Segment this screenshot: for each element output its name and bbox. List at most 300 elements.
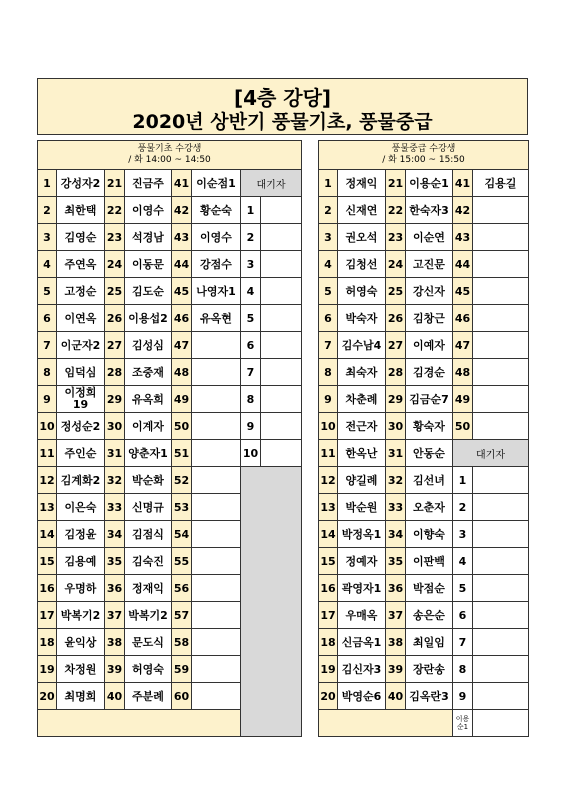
table-row [319,683,529,710]
student-name: 허영숙 [338,278,386,305]
student-name: 이용순1 [406,170,453,197]
waitlist-number: 6 [453,602,473,629]
row-number: 33 [386,494,406,521]
row-number: 30 [386,413,406,440]
student-name: 김정윤 [57,521,105,548]
row-number: 5 [319,278,338,305]
waitlist-name [473,629,529,656]
row-number: 39 [386,656,406,683]
student-name: 박순화 [125,467,172,494]
row-number: 53 [172,494,192,521]
student-name: 정재익 [125,575,172,602]
table-row [319,197,529,224]
student-name: 한옥난 [338,440,386,467]
student-name: 최숙자 [338,359,386,386]
student-name: 허영숙 [125,656,172,683]
row-number: 40 [386,683,406,710]
waitlist-number: 8 [241,386,261,413]
student-name: 이계자 [125,413,172,440]
waitlist-name [261,359,302,386]
row-number: 13 [38,494,57,521]
row-number: 3 [319,224,338,251]
table-row [319,251,529,278]
student-name [192,656,241,683]
waitlist-name [261,224,302,251]
row-number: 18 [319,629,338,656]
row-number: 37 [105,602,125,629]
row-number: 47 [453,332,473,359]
row-number: 51 [172,440,192,467]
row-number: 4 [38,251,57,278]
waitlist-number: 1 [453,467,473,494]
student-name: 박복기2 [125,602,172,629]
row-number: 29 [105,386,125,413]
row-number: 3 [38,224,57,251]
student-name: 전근자 [338,413,386,440]
student-name: 이영수 [192,224,241,251]
row-number: 34 [386,521,406,548]
table-row [319,278,529,305]
student-name: 유옥현 [192,305,241,332]
table-row [319,602,529,629]
row-number: 31 [105,440,125,467]
student-name [192,521,241,548]
student-name: 오춘자 [406,494,453,521]
row-number: 1 [38,170,57,197]
student-name: 진금주 [125,170,172,197]
row-number: 15 [319,548,338,575]
row-number: 23 [386,224,406,251]
waitlist-number: 2 [453,494,473,521]
row-number: 2 [38,197,57,224]
beginner-roster-table [37,140,302,737]
waitlist-number: 8 [453,656,473,683]
roster-header [319,141,529,170]
row-number: 19 [319,656,338,683]
waitlist-name [261,440,302,467]
student-name: 김선녀 [406,467,453,494]
table-row [319,548,529,575]
row-number: 5 [38,278,57,305]
title-box [37,78,528,135]
row-number: 7 [319,332,338,359]
row-number: 38 [105,629,125,656]
student-name: 이정희19 [57,386,105,413]
table-row [319,656,529,683]
row-number: 58 [172,629,192,656]
student-name: 이영수 [125,197,172,224]
table-row [319,170,529,197]
row-number: 36 [386,575,406,602]
student-name [192,629,241,656]
student-name: 한숙자3 [406,197,453,224]
row-number: 39 [105,656,125,683]
student-name: 박영순6 [338,683,386,710]
row-number: 10 [38,413,57,440]
row-number: 29 [386,386,406,413]
row-number: 11 [38,440,57,467]
student-name: 김점식 [125,521,172,548]
student-name [192,413,241,440]
waitlist-number: 7 [453,629,473,656]
student-name [192,548,241,575]
table-row [319,386,529,413]
student-name: 김숙진 [125,548,172,575]
student-name [192,386,241,413]
table-row [38,440,302,467]
student-name [192,440,241,467]
table-row [38,224,302,251]
student-name: 박점순 [406,575,453,602]
student-name [473,251,529,278]
row-number: 19 [38,656,57,683]
waitlist-number: 3 [453,521,473,548]
row-number: 4 [319,251,338,278]
student-name: 윤익상 [57,629,105,656]
student-name: 김용예 [57,548,105,575]
waitlist-name [261,278,302,305]
student-name: 조중재 [125,359,172,386]
waitlist-name [473,683,529,710]
student-name: 최한택 [57,197,105,224]
row-number: 6 [319,305,338,332]
row-number: 20 [38,683,57,710]
row-number: 50 [172,413,192,440]
row-number: 9 [38,386,57,413]
header-row [319,141,529,170]
row-number: 14 [38,521,57,548]
student-name: 박복기2 [57,602,105,629]
student-name: 신금옥1 [338,629,386,656]
student-name [192,494,241,521]
student-name: 김신자3 [338,656,386,683]
waitlist-label: 대기자 [453,440,529,467]
student-name: 고정순 [57,278,105,305]
waitlist-number: 1 [241,197,261,224]
roster-header [38,141,302,170]
student-name: 유옥희 [125,386,172,413]
student-name: 이판백 [406,548,453,575]
row-number: 35 [105,548,125,575]
row-number: 27 [386,332,406,359]
student-name: 이용섭2 [125,305,172,332]
row-number: 22 [386,197,406,224]
table-row [38,278,302,305]
table-row [319,440,529,467]
student-name: 황숙자 [406,413,453,440]
table-row [38,197,302,224]
row-number: 20 [319,683,338,710]
student-name: 최명희 [57,683,105,710]
table-row [319,224,529,251]
waitlist-name [261,332,302,359]
table-row [319,359,529,386]
row-number: 30 [105,413,125,440]
student-name: 임덕심 [57,359,105,386]
waitlist-name [473,575,529,602]
waitlist-number: 6 [241,332,261,359]
waitlist-number: 2 [241,224,261,251]
row-number: 28 [105,359,125,386]
table-row [319,413,529,440]
row-number: 13 [319,494,338,521]
waitlist-number: 5 [453,575,473,602]
row-number: 32 [386,467,406,494]
row-number: 23 [105,224,125,251]
table-row [38,413,302,440]
waitlist-number: 3 [241,251,261,278]
student-name [192,602,241,629]
row-number: 46 [172,305,192,332]
location-title: [4층 강당] [233,86,332,110]
row-number: 16 [319,575,338,602]
row-number: 50 [453,413,473,440]
student-name: 차정원 [57,656,105,683]
row-number: 49 [453,386,473,413]
student-name: 신재연 [338,197,386,224]
student-name: 강신자 [406,278,453,305]
student-name [192,467,241,494]
row-number: 24 [105,251,125,278]
student-name: 권오석 [338,224,386,251]
student-name: 이연옥 [57,305,105,332]
student-name [473,278,529,305]
row-number: 14 [319,521,338,548]
table-row [38,467,302,494]
waitlist-number: 9 [453,683,473,710]
row-number: 59 [172,656,192,683]
student-name: 강점수 [192,251,241,278]
student-name: 김옥란3 [406,683,453,710]
row-number: 21 [105,170,125,197]
row-number: 46 [453,305,473,332]
table-row [38,386,302,413]
row-number: 34 [105,521,125,548]
student-name: 양춘자1 [125,440,172,467]
row-number: 44 [172,251,192,278]
row-number: 41 [453,170,473,197]
footer-waitlist-note: 이용순1 [453,710,473,737]
student-name: 김경순 [406,359,453,386]
student-name [192,683,241,710]
student-name: 김도순 [125,278,172,305]
student-name [192,359,241,386]
student-name: 정재익 [338,170,386,197]
student-name: 김계화2 [57,467,105,494]
waitlist-name [261,386,302,413]
footer-blank-cell [473,710,529,737]
row-number: 1 [319,170,338,197]
student-name [473,197,529,224]
row-number: 45 [453,278,473,305]
course-name: 풍물기초 수강생 [137,144,202,154]
waitlist-number: 10 [241,440,261,467]
row-number: 6 [38,305,57,332]
student-name: 강성자2 [57,170,105,197]
row-number: 36 [105,575,125,602]
row-number: 24 [386,251,406,278]
student-name: 이군자2 [57,332,105,359]
footer-row [319,710,529,737]
table-row [319,332,529,359]
student-name: 고진문 [406,251,453,278]
student-name: 석경남 [125,224,172,251]
student-name: 황순숙 [192,197,241,224]
row-number: 44 [453,251,473,278]
student-name [473,332,529,359]
student-name [473,413,529,440]
row-number: 25 [105,278,125,305]
row-number: 41 [172,170,192,197]
student-name: 김용길 [473,170,529,197]
row-number: 38 [386,629,406,656]
row-number: 9 [319,386,338,413]
student-name: 박정옥1 [338,521,386,548]
student-name: 차춘례 [338,386,386,413]
row-number: 16 [38,575,57,602]
waitlist-number: 7 [241,359,261,386]
row-number: 33 [105,494,125,521]
course-title: 2020년 상반기 풍물기초, 풍물중급 [132,111,433,133]
student-name: 박순원 [338,494,386,521]
waitlist-name [473,548,529,575]
row-number: 28 [386,359,406,386]
row-number: 60 [172,683,192,710]
row-number: 2 [319,197,338,224]
waitlist-name [261,305,302,332]
student-name: 이향숙 [406,521,453,548]
table-row [38,251,302,278]
row-number: 21 [386,170,406,197]
student-name: 주분례 [125,683,172,710]
waitlist-number: 9 [241,413,261,440]
waitlist-name [261,413,302,440]
student-name: 이동문 [125,251,172,278]
row-number: 48 [172,359,192,386]
table-row [38,170,302,197]
waitlist-empty-area [241,467,302,737]
student-name: 이순점1 [192,170,241,197]
waitlist-number: 4 [453,548,473,575]
row-number: 35 [386,548,406,575]
class-time: / 화 14:00 ~ 14:50 [128,155,211,165]
row-number: 42 [172,197,192,224]
student-name: 최일임 [406,629,453,656]
student-name: 김성심 [125,332,172,359]
student-name [473,359,529,386]
row-number: 17 [38,602,57,629]
waitlist-label: 대기자 [241,170,302,197]
table-row [319,629,529,656]
student-name: 양길례 [338,467,386,494]
student-name: 문도식 [125,629,172,656]
row-number: 26 [386,305,406,332]
waitlist-number: 4 [241,278,261,305]
student-name: 주연옥 [57,251,105,278]
student-name: 이순연 [406,224,453,251]
student-name: 김청선 [338,251,386,278]
student-name: 박숙자 [338,305,386,332]
row-number: 47 [172,332,192,359]
student-name: 정예자 [338,548,386,575]
row-number: 32 [105,467,125,494]
row-number: 31 [386,440,406,467]
row-number: 45 [172,278,192,305]
student-name: 김금순7 [406,386,453,413]
row-number: 57 [172,602,192,629]
row-number: 37 [386,602,406,629]
waitlist-number: 5 [241,305,261,332]
student-name: 나영자1 [192,278,241,305]
table-row [319,575,529,602]
waitlist-name [473,656,529,683]
row-number: 8 [319,359,338,386]
row-number: 11 [319,440,338,467]
student-name: 정성순2 [57,413,105,440]
row-number: 56 [172,575,192,602]
waitlist-name [261,251,302,278]
class-time: / 화 15:00 ~ 15:50 [382,155,465,165]
student-name [192,575,241,602]
row-number: 26 [105,305,125,332]
waitlist-name [261,197,302,224]
waitlist-name [473,602,529,629]
row-number: 25 [386,278,406,305]
student-name [192,332,241,359]
student-name: 송은순 [406,602,453,629]
student-name [473,224,529,251]
row-number: 15 [38,548,57,575]
row-number: 18 [38,629,57,656]
student-name: 우명하 [57,575,105,602]
row-number: 42 [453,197,473,224]
table-row [319,305,529,332]
row-number: 43 [172,224,192,251]
row-number: 8 [38,359,57,386]
intermediate-roster-table [318,140,529,737]
row-number: 54 [172,521,192,548]
row-number: 27 [105,332,125,359]
table-row [38,332,302,359]
row-number: 52 [172,467,192,494]
waitlist-name [473,467,529,494]
row-number: 43 [453,224,473,251]
row-number: 7 [38,332,57,359]
row-number: 12 [38,467,57,494]
table-row [38,305,302,332]
student-name: 이예자 [406,332,453,359]
row-number: 17 [319,602,338,629]
footer-empty-cell [38,710,241,737]
table-row [319,494,529,521]
student-name: 장란송 [406,656,453,683]
student-name: 우매옥 [338,602,386,629]
table-row [319,521,529,548]
waitlist-name [473,494,529,521]
student-name: 신명규 [125,494,172,521]
student-name: 김영순 [57,224,105,251]
student-name [473,305,529,332]
student-name: 김수남4 [338,332,386,359]
row-number: 40 [105,683,125,710]
footer-empty-cell [319,710,453,737]
row-number: 49 [172,386,192,413]
student-name: 주인순 [57,440,105,467]
student-name: 곽영자1 [338,575,386,602]
row-number: 48 [453,359,473,386]
table-row [319,467,529,494]
waitlist-name [473,521,529,548]
